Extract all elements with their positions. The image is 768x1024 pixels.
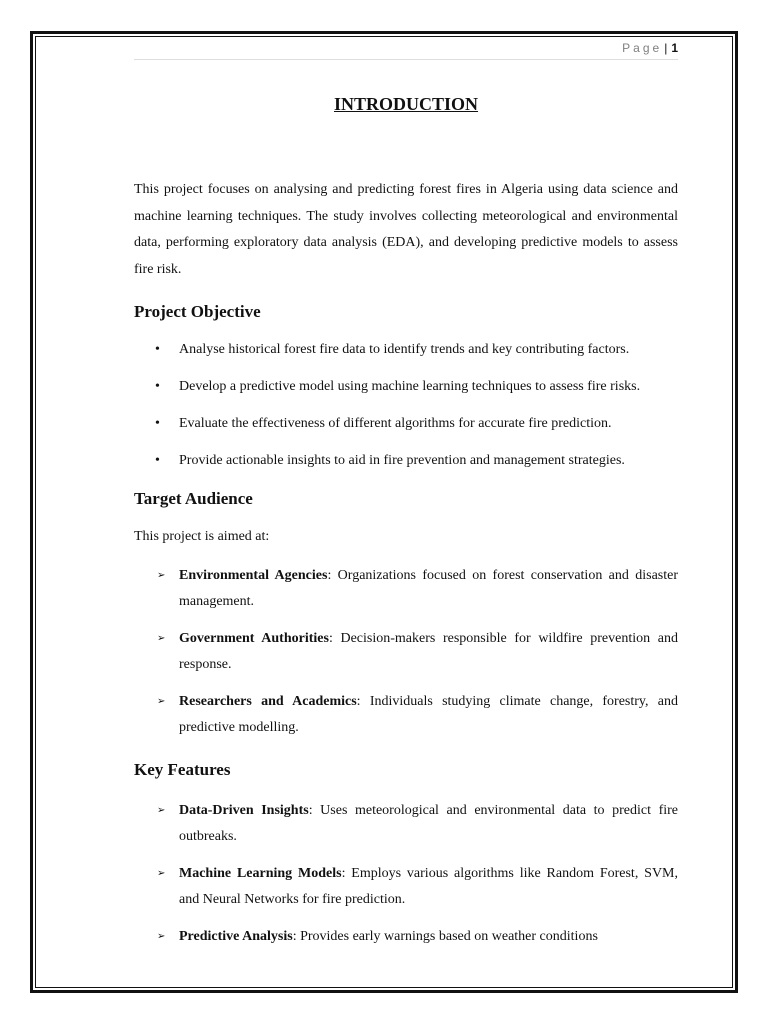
arrow-bullet-icon: ➢ <box>157 804 166 816</box>
page-header <box>134 40 678 60</box>
item-lead: Data-Driven Insights <box>179 802 309 818</box>
list-item: • Provide actionable insights to aid in fire prevention and management strategies. <box>134 451 678 471</box>
item-text: : Individuals studying climate change, forestry, and predictive modelling. <box>179 693 678 736</box>
features-heading: Key Features <box>134 759 231 779</box>
audience-intro: This project is aimed at: <box>134 528 270 544</box>
list-item: • Analyse historical forest fire data to identify trends and key contributing factors. <box>134 340 678 360</box>
document-body <box>134 88 678 950</box>
item-text: : Provides early warnings based on weather conditions <box>292 928 598 944</box>
objective-list <box>134 340 678 471</box>
item-lead: Researchers and Academics <box>179 693 357 709</box>
page-number: 1 <box>671 41 678 55</box>
list-item <box>134 798 678 851</box>
item-text: : Employs various algorithms like Random Forest, SVM, and Neural Networks for fire prediction. <box>179 865 679 908</box>
page-title: INTRODUCTION <box>333 94 479 114</box>
arrow-bullet-icon: ➢ <box>157 867 166 879</box>
list-item <box>134 861 678 914</box>
arrow-bullet-icon: ➢ <box>157 930 166 942</box>
item-lead: Government Authorities <box>179 630 329 646</box>
item-lead: Environmental Agencies <box>179 567 328 583</box>
item-lead: Machine Learning Models <box>179 865 342 881</box>
header-separator: | <box>664 41 668 55</box>
list-item <box>134 626 678 679</box>
list-item: • Evaluate the effectiveness of different algorithms for accurate fire prediction. <box>134 414 678 434</box>
arrow-bullet-icon: ➢ <box>157 695 166 707</box>
features-list <box>134 798 678 951</box>
list-item <box>134 563 678 616</box>
item-text: : Organizations focused on forest conservation and disaster management. <box>179 567 679 610</box>
audience-list <box>134 563 678 742</box>
item-text: : Decision-makers responsible for wildfire prevention and response. <box>179 630 678 673</box>
intro-paragraph: This project focuses on analysing and predicting forest fires in Algeria using data science and machine learning techniques. The study involves collecting meteorological and environmental data, performing exploratory data analysis (EDA), and developing predictive models to assess fire risk. <box>134 182 678 278</box>
audience-heading: Target Audience <box>134 488 253 508</box>
list-item <box>134 689 678 742</box>
objective-heading: Project Objective <box>134 301 261 321</box>
list-item <box>134 924 678 951</box>
item-text: : Uses meteorological and environmental data to predict fire outbreaks. <box>179 802 678 845</box>
page-label: Page <box>622 41 663 55</box>
item-lead: Predictive Analysis <box>179 928 293 944</box>
list-item: • Develop a predictive model using machine learning techniques to assess fire risks. <box>134 377 678 397</box>
arrow-bullet-icon: ➢ <box>157 632 166 644</box>
arrow-bullet-icon: ➢ <box>157 569 166 581</box>
